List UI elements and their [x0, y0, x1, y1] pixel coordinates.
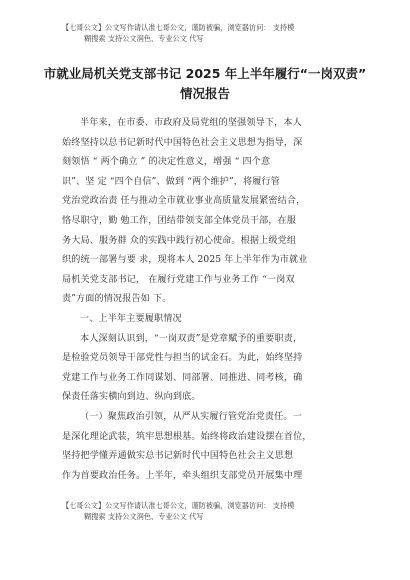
body-line: 恪尽职守，勤 勉工作，团结带领支部全体党员干部，在服	[62, 215, 297, 226]
footer-watermark	[62, 500, 362, 522]
title-line-2: 情况报告	[179, 86, 230, 101]
header-watermark-line1: 【七哥公文】公文写作请认准七哥公文，谨防被骗，浏览器访问： 支持模	[62, 23, 295, 32]
body-line: 半年来，在市委、市政府及局党组的坚强领导下，本人	[80, 118, 302, 128]
body-line: 作为首要政治任务。上半年，牵头组织支部党员开展集中理	[62, 470, 303, 481]
section-heading: 一、上半年主要履职情况	[80, 313, 182, 324]
body-line: 识”、坚 定 “四个自信”、做到 “两个维护”，将履行管	[62, 176, 280, 187]
body-line: 保责任落实横向到边、纵向到底。	[62, 392, 201, 403]
body-line: 刻领悟 “ 两个确立 ” 的决定性意义，增强 “ 四个意	[62, 157, 271, 168]
body-line: 本人深刻认识到，“一岗双责”是党章赋予的重要职责，	[80, 333, 303, 344]
subsection-heading: （一）聚焦政治引领，从严从实履行管党治党责任。一	[80, 411, 302, 422]
footer-watermark-line1: 【七哥公文】公文写作请认准七哥公文，谨防被骗，浏览器访问： 支持模	[62, 501, 295, 510]
header-watermark-line2: 糊搜索 支持公文润色、专业公文 代写	[84, 34, 204, 43]
body-line: 是深化理论武装，筑牢思想根基。始终将政治建设摆在首位，	[62, 431, 312, 442]
body-line: 党治党政治责 任与推动全市就业事业高质量发展紧密结合，	[62, 196, 306, 207]
title-line-1: 市就业局机关党支部书记 2025 年上半年履行“一岗双责”	[43, 66, 367, 81]
body-line: 是检验党员领导干部党性与担当的试金石。为此，始终坚持	[62, 353, 303, 364]
header-watermark	[62, 22, 362, 44]
body-line: 始终坚持以总书记新时代中国特色社会主义思想为指导，深	[62, 137, 303, 148]
body-line: 织的统一部署与要 求，现将本人 2025 年上半年作为市就业	[62, 255, 308, 266]
body-line: 坚持把学懂弄通做实总书记新时代中国特色社会主义思想	[62, 451, 294, 462]
body-line: 局机关党支部书记， 在履行党建工作与业务工作 “一岗双	[62, 274, 295, 285]
footer-watermark-line2: 糊搜索 支持公文润色、专业公文 代写	[84, 512, 204, 521]
body-line: 责”方面的情况报告如 下。	[62, 294, 172, 305]
document-title	[40, 64, 370, 104]
body-line: 党建工作与业务工作同谋划、同部署、同推进、同考核，确	[62, 372, 303, 383]
body-line: 务大局、服务群 众的实践中践行初心使命。根据上级党组	[62, 235, 297, 246]
document-body	[62, 114, 352, 486]
